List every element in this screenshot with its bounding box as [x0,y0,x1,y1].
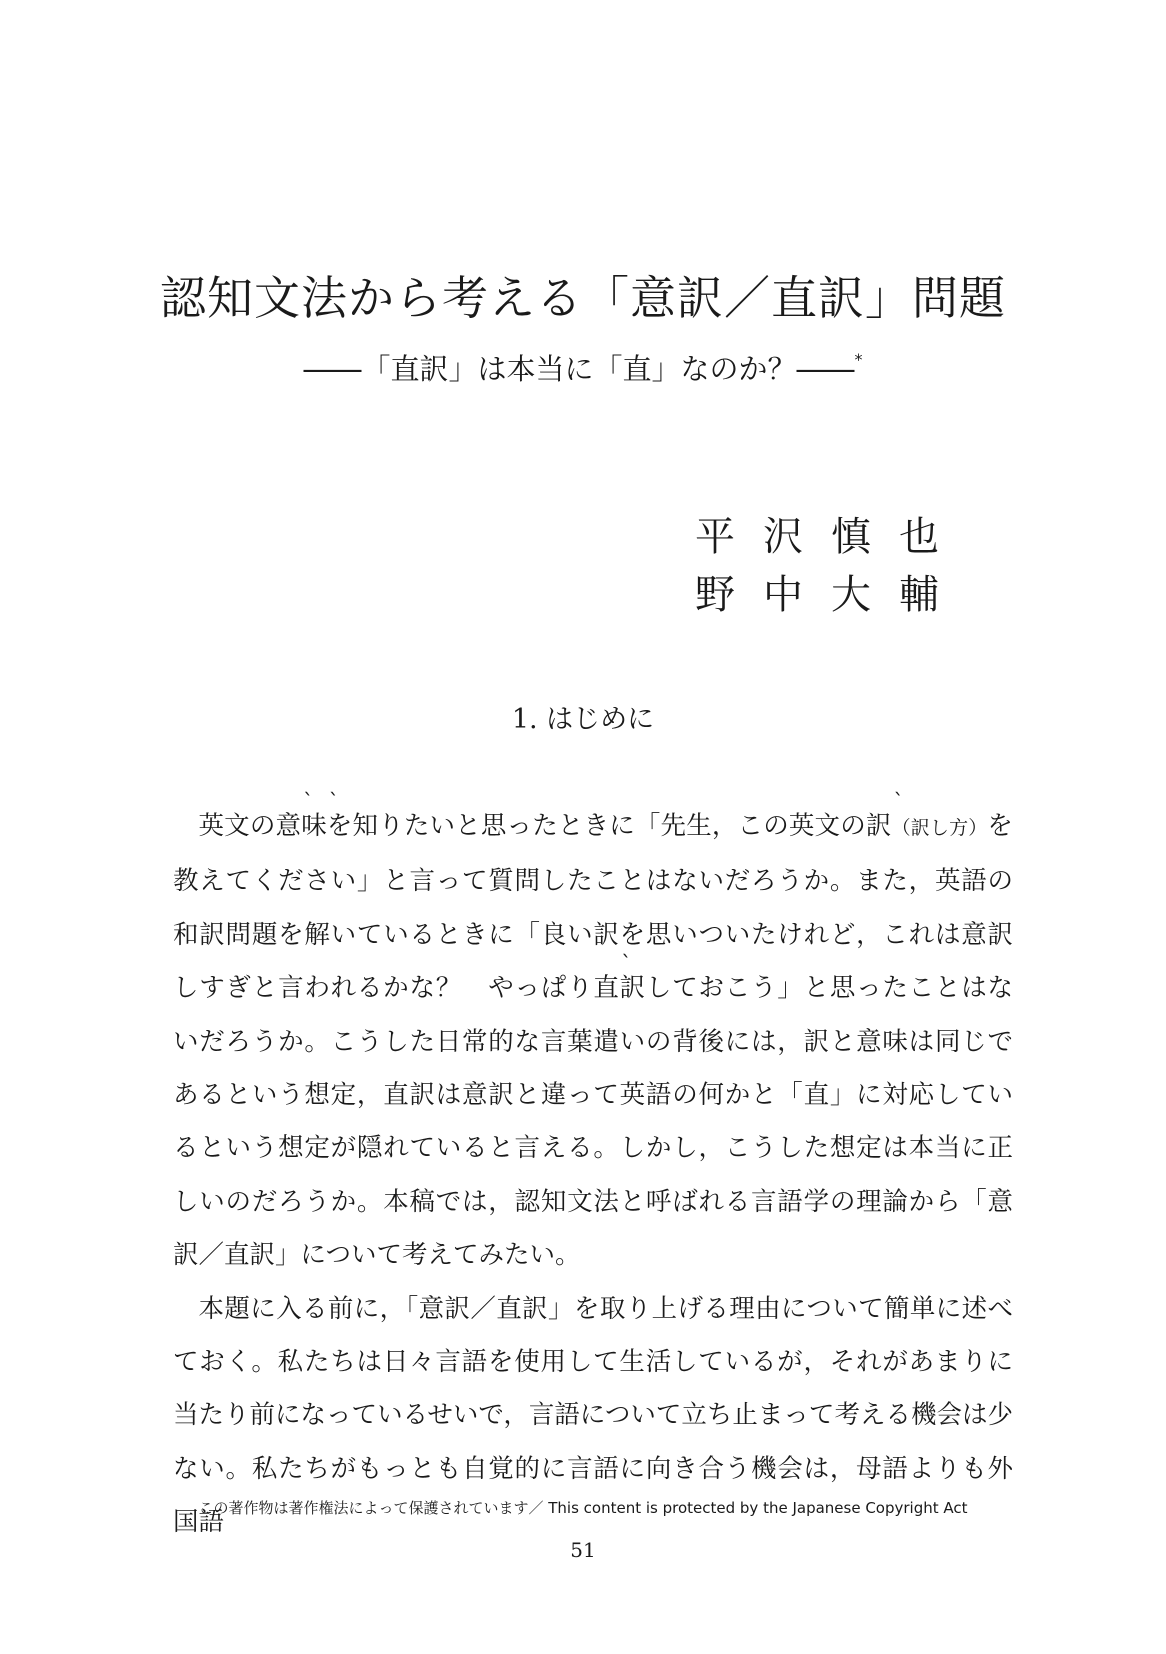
text-run: 英文の [198,811,276,841]
copyright-notice: この著作物は著作権法によって保護されています／ This content is protected by the Japanese Copyright Act [198,1499,968,1517]
emphasis-char: ˋ 意 [276,811,302,841]
footnote-mark: * [854,350,863,369]
body-text [173,800,1013,1550]
author-name: 野中大輔 [695,572,967,618]
emphasis-char: ˋ 訳 [866,811,892,841]
text-run: 訳しておこう」と思ったことはないだろうか。こうした日常的な言葉遣いの背後には，訳と意味は同じであるという想定，直訳は意訳と違って英語の何かと「直」に対応しているという想定が隠れていると言える。しかし，こうした想定は本当に正しいのだろうか。本稿では，認知文法と呼ばれる言語学の理論から「意訳／直訳」について考えてみたい。 [173,973,1013,1271]
text-run: を教えてください」と言って質問したことはないだろうか。また，英語の和訳問題を解いているときに「良い訳を思いついたけれど，これは意訳しすぎと言われるかな？ やっぱり [173,811,1013,1004]
paragraph: 本題に入る前に，「意訳／直訳」を取り上げる理由について簡単に述べておく。私たちは日々言語を使用して生活しているが，それがあまりに当たり前になっているせいで，言語について立ち止まって考える機会は少ない。私たちがもっとも自覚的に言語に向き合う機会は，母語よりも外国語 [173,1293,1013,1538]
subtitle-text: ――「直訳」は本当に「直」なのか？―― [303,352,855,386]
author-list [695,508,967,624]
paper-subtitle [0,340,1166,389]
page-number: 51 [570,1538,596,1562]
section-heading: 1. はじめに [511,704,655,735]
text-run: を知りたいと思ったときに「先生，この英文の [326,811,866,841]
parenthetical-note: （訳し方） [891,817,988,839]
paper-title: 認知文法から考える「意訳／直訳」問題 [160,271,1006,325]
emphasis-char: ˋ 直 [593,973,619,1003]
author-name: 平沢慎也 [695,514,967,560]
paragraph [173,800,1013,1283]
emphasis-char: ˋ 味 [301,811,327,841]
